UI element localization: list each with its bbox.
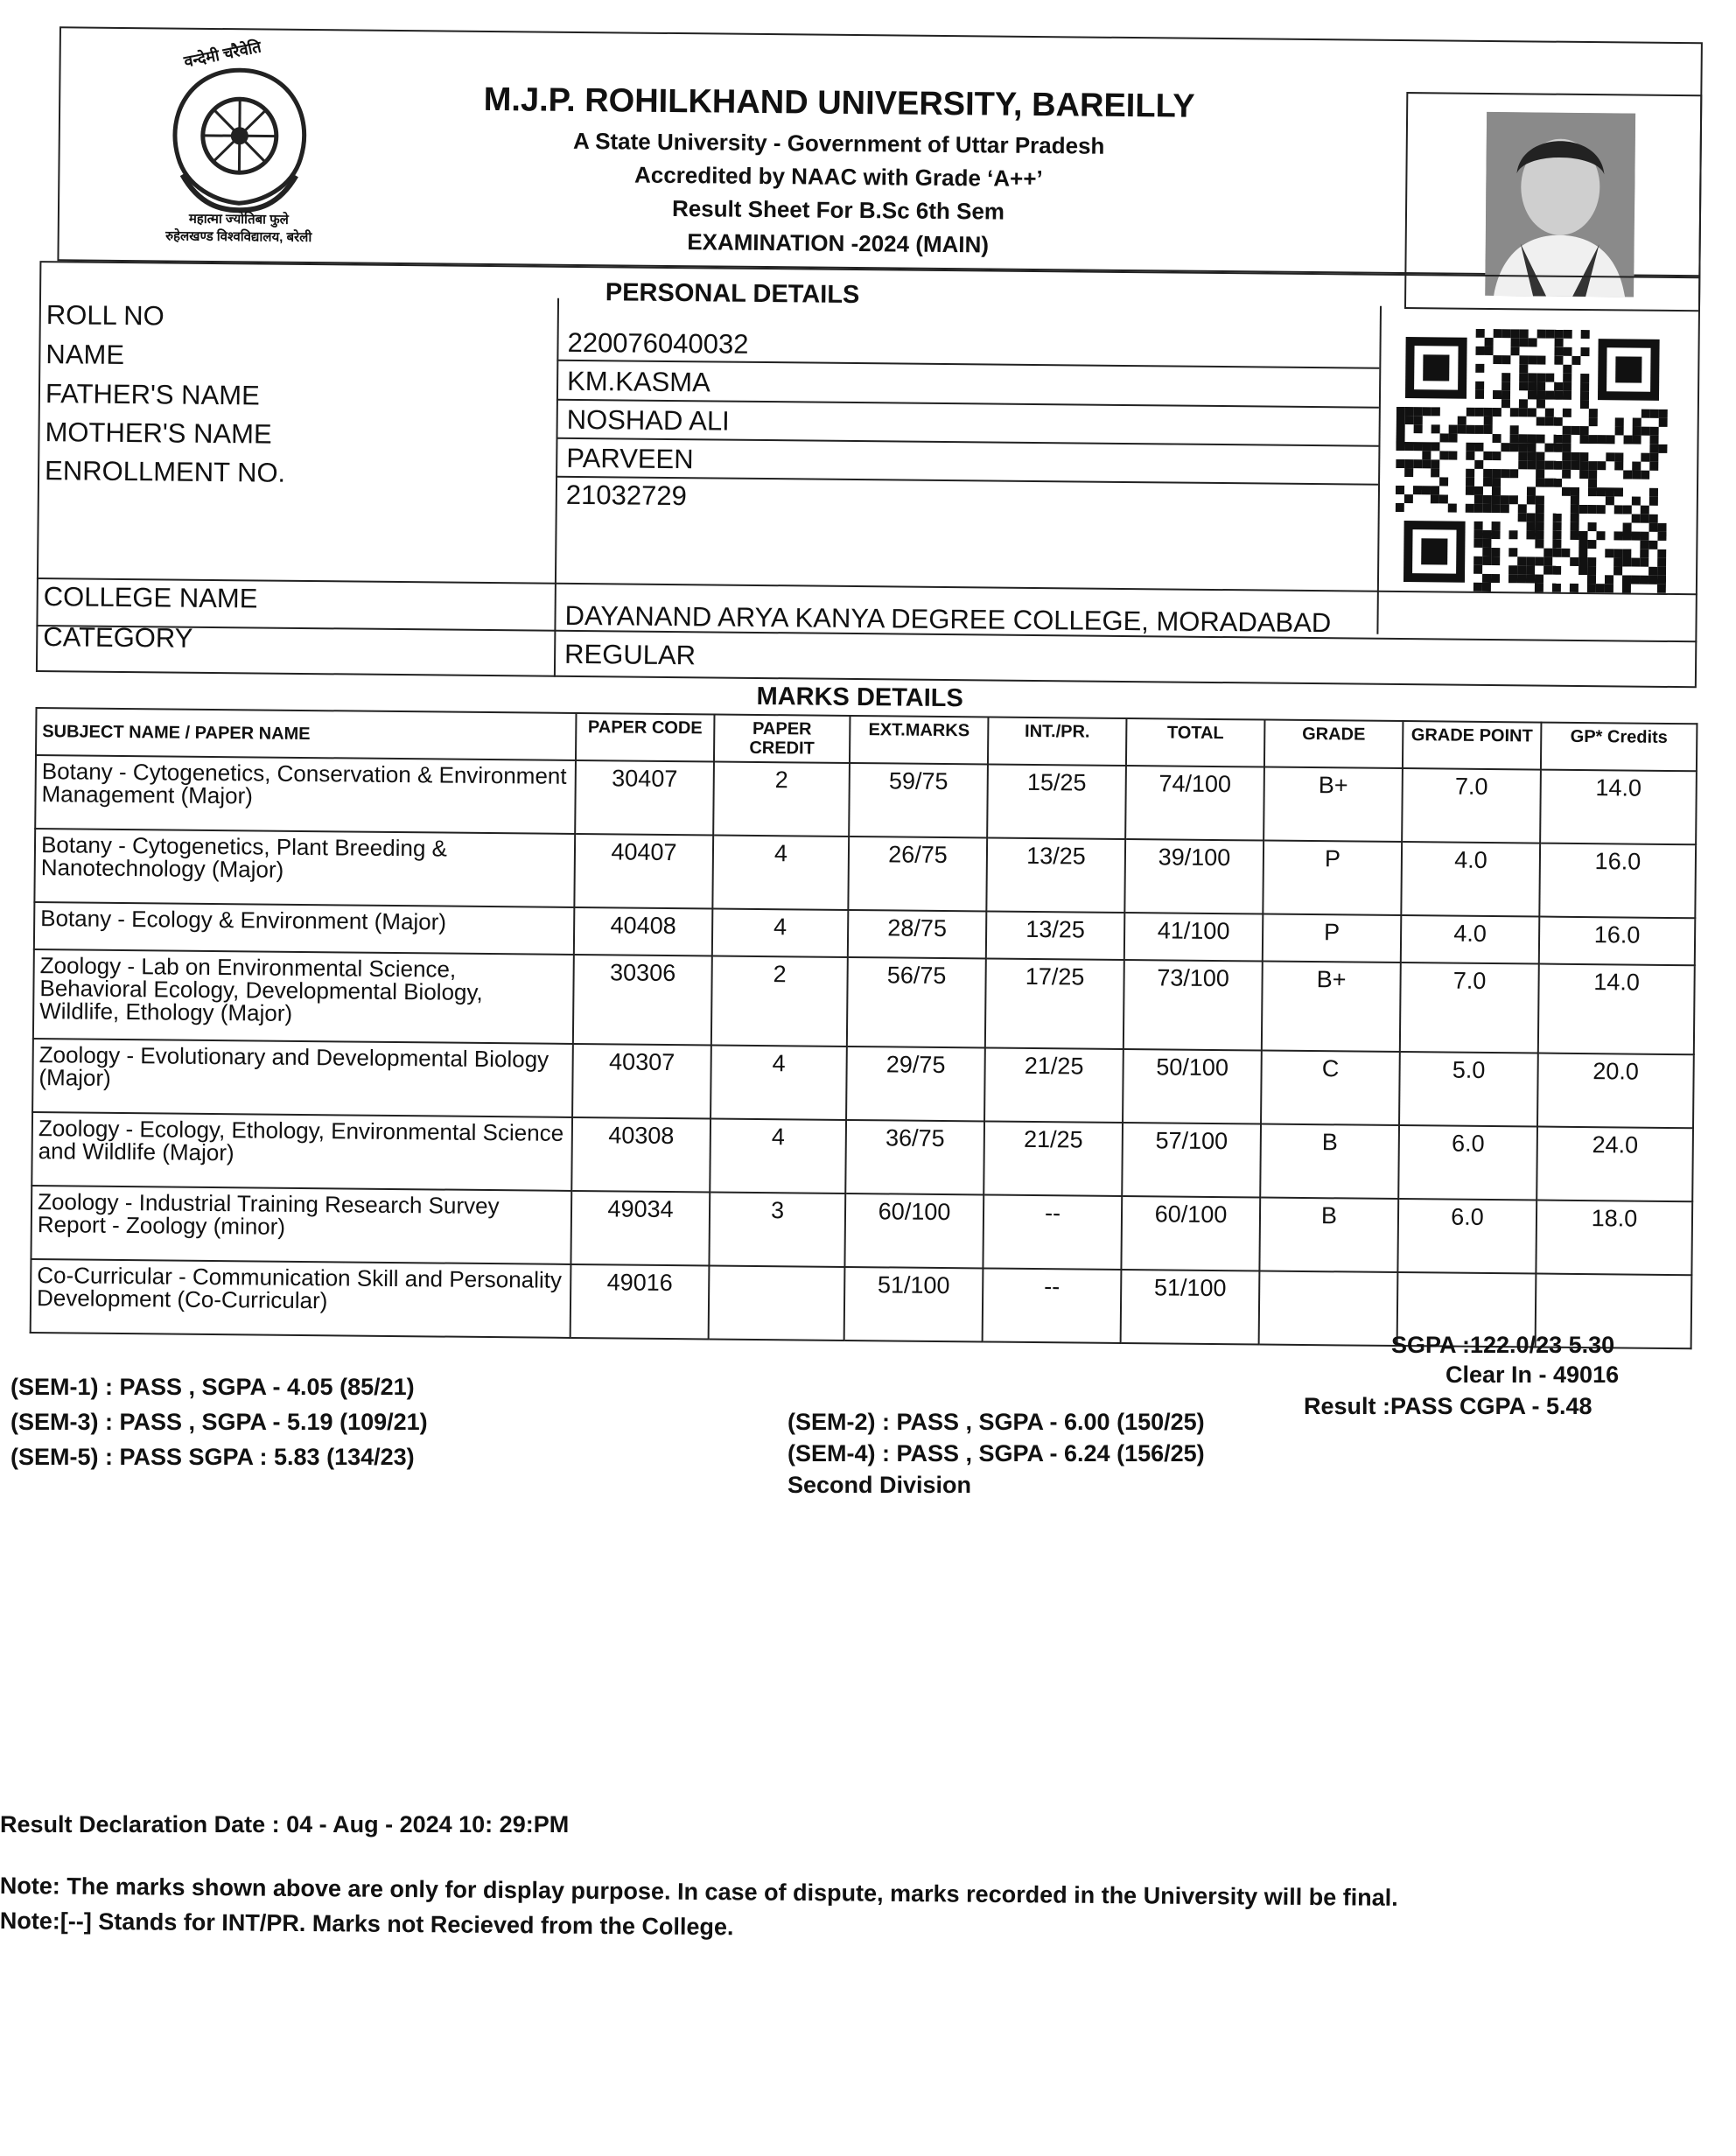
paper-credit-cell: 4 [710, 1118, 846, 1193]
ext-marks-cell: 26/75 [848, 836, 987, 912]
paper-credit-cell: 4 [712, 908, 849, 956]
total-cell: 51/100 [1121, 1270, 1260, 1345]
subject-cell: Co-Curricular - Communication Skill and Personality Development (Co-Curricular) [31, 1259, 571, 1338]
total-cell: 60/100 [1121, 1196, 1260, 1271]
col-total: TOTAL [1126, 718, 1265, 767]
col-ext-marks: EXT.MARKS [850, 716, 989, 765]
university-logo [130, 38, 350, 246]
qr-code-icon [1395, 328, 1669, 593]
grade-point-cell: 4.0 [1401, 915, 1540, 964]
subject-cell: Zoology - Lab on Environmental Science, Behavioral Ecology, Developmental Biology, Wildlife, Ethology (Major) [33, 949, 574, 1044]
category-label: CATEGORY [43, 621, 193, 654]
int-pr-cell: 13/25 [986, 911, 1125, 960]
paper-code-cell: 49034 [570, 1191, 710, 1266]
marks-details-title: MARKS DETAILS [756, 682, 963, 713]
logo-text-2: रुहेलखण्ड विश्वविद्यालय, बरेली [165, 228, 312, 246]
college-name-value: DAYANAND ARYA KANYA DEGREE COLLEGE, MORADABAD [564, 599, 1332, 639]
subject-cell: Botany - Cytogenetics, Conservation & Environment Management (Major) [35, 755, 576, 834]
grade-point-cell: 4.0 [1401, 842, 1540, 917]
int-pr-cell: 15/25 [987, 764, 1126, 839]
marks-body [31, 755, 1697, 1348]
total-cell: 74/100 [1125, 766, 1264, 841]
logo-text-1: महात्मा ज्योतिबा फुले [188, 211, 289, 228]
grade-cell: B+ [1262, 962, 1401, 1053]
final-result: Result :PASS CGPA - 5.48 [1304, 1393, 1592, 1419]
paper-credit-cell [709, 1265, 845, 1340]
total-cell: 57/100 [1122, 1123, 1261, 1198]
exam-title: EXAMINATION -2024 (MAIN) [687, 228, 990, 258]
grade-cell: C [1261, 1051, 1400, 1126]
grade-point-cell: 6.0 [1397, 1199, 1536, 1274]
ext-marks-cell: 59/75 [849, 763, 988, 838]
total-cell: 50/100 [1123, 1049, 1262, 1124]
subject-cell: Botany - Cytogenetics, Plant Breeding & Nanotechnology (Major) [34, 829, 575, 907]
int-pr-note: Note:[--] Stands for INT/PR. Marks not Recieved from the College. [0, 1908, 734, 1941]
col-subject: SUBJECT NAME / PAPER NAME [36, 708, 576, 760]
paper-credit-cell: 4 [712, 835, 849, 909]
name-label: NAME [46, 339, 125, 370]
subject-cell: Zoology - Ecology, Ethology, Environmental Science and Wildlife (Major) [32, 1112, 572, 1191]
grade-cell: B+ [1264, 767, 1403, 843]
student-portrait-icon [1485, 112, 1635, 298]
paper-credit-cell: 4 [710, 1045, 847, 1119]
paper-credit-cell: 3 [709, 1192, 845, 1266]
col-grade: GRADE [1264, 720, 1404, 769]
clear-in: Clear In - 49016 [1446, 1362, 1620, 1388]
table-row [33, 949, 1695, 1054]
int-pr-cell: -- [983, 1194, 1122, 1270]
sem2-result: (SEM-2) : PASS , SGPA - 6.00 (150/25) [788, 1409, 1205, 1435]
sgpa-summary: SGPA :122.0/23 5.30 [1391, 1332, 1615, 1358]
grade-cell: B [1259, 1198, 1398, 1273]
gp-credits-cell: 16.0 [1539, 917, 1696, 966]
display-note: Note: The marks shown above are only for display purpose. In case of dispute, marks recorded in the University will be final. [0, 1872, 1398, 1911]
sem5-result: (SEM-5) : PASS SGPA : 5.83 (134/23) [10, 1444, 415, 1470]
enrollment-no-value: 21032729 [565, 479, 687, 512]
ext-marks-cell: 60/100 [844, 1194, 984, 1269]
roll-no-value: 220076040032 [567, 326, 749, 360]
int-pr-cell: 21/25 [984, 1121, 1123, 1196]
col-int-pr: INT./PR. [988, 717, 1127, 766]
grade-point-cell: 5.0 [1399, 1052, 1538, 1127]
paper-code-cell: 40307 [572, 1044, 711, 1119]
division: Second Division [788, 1472, 972, 1498]
grade-cell: P [1263, 841, 1402, 916]
subject-cell: Zoology - Industrial Training Research Survey Report - Zoology (minor) [31, 1186, 571, 1264]
gp-credits-cell: 14.0 [1538, 964, 1695, 1055]
gp-credits-cell: 20.0 [1537, 1054, 1694, 1129]
col-paper-credit: PAPER CREDIT [714, 714, 850, 762]
col-grade-point: GRADE POINT [1403, 721, 1542, 770]
paper-code-cell: 49016 [570, 1264, 710, 1340]
result-declaration-date: Result Declaration Date : 04 - Aug - 2024 10: 29:PM [0, 1811, 570, 1838]
ext-marks-cell: 29/75 [846, 1046, 985, 1122]
mother-name-value: PARVEEN [566, 442, 694, 475]
ext-marks-cell: 51/100 [844, 1267, 984, 1342]
marks-table [30, 707, 1698, 1349]
paper-code-cell: 40308 [571, 1117, 710, 1193]
name-value: KM.KASMA [566, 365, 710, 398]
sheet-title: Result Sheet For B.Sc 6th Sem [671, 194, 1005, 225]
father-name-value: NOSHAD ALI [566, 403, 730, 437]
paper-credit-cell: 2 [711, 956, 848, 1046]
gp-credits-cell: 14.0 [1540, 770, 1697, 845]
col-gp-credits: GP* Credits [1541, 723, 1698, 772]
result-sheet [23, 26, 1703, 1320]
logo-motto: वन्देमी चरैवेति [182, 38, 263, 71]
enrollment-no-label: ENROLLMENT NO. [44, 455, 286, 488]
grade-cell: B [1260, 1124, 1399, 1200]
paper-code-cell: 40408 [574, 907, 713, 956]
university-subtitle: A State University - Government of Uttar Pradesh [572, 127, 1105, 159]
total-cell: 39/100 [1124, 839, 1264, 914]
grade-point-cell: 6.0 [1398, 1125, 1537, 1200]
grade-point-cell: 7.0 [1400, 962, 1539, 1054]
accreditation-text: Accredited by NAAC with Grade ‘A++’ [634, 161, 1043, 192]
category-value: REGULAR [564, 638, 696, 671]
ext-marks-cell: 28/75 [848, 910, 987, 959]
university-title: M.J.P. ROHILKHAND UNIVERSITY, BAREILLY [483, 80, 1195, 125]
personal-details-title: PERSONAL DETAILS [605, 278, 860, 310]
int-pr-cell: 21/25 [984, 1047, 1124, 1123]
father-name-label: FATHER'S NAME [45, 378, 260, 411]
grade-point-cell: 7.0 [1402, 768, 1541, 844]
int-pr-cell: -- [983, 1268, 1122, 1343]
ext-marks-cell: 56/75 [847, 957, 986, 1048]
int-pr-cell: 17/25 [985, 958, 1124, 1049]
mother-name-label: MOTHER'S NAME [45, 416, 272, 450]
sem3-result: (SEM-3) : PASS , SGPA - 5.19 (109/21) [10, 1409, 428, 1435]
col-paper-code: PAPER CODE [576, 713, 715, 762]
grade-cell: P [1263, 914, 1402, 963]
int-pr-cell: 13/25 [986, 837, 1125, 913]
gp-credits-cell: 24.0 [1536, 1127, 1693, 1202]
paper-credit-cell: 2 [713, 761, 850, 836]
college-name-label: COLLEGE NAME [43, 581, 258, 614]
sem4-result: (SEM-4) : PASS , SGPA - 6.24 (156/25) [788, 1440, 1205, 1466]
student-photo [1485, 112, 1635, 298]
ext-marks-cell: 36/75 [845, 1120, 984, 1195]
roll-no-label: ROLL NO [46, 299, 164, 332]
paper-code-cell: 30306 [573, 955, 712, 1046]
paper-code-cell: 40407 [574, 834, 713, 909]
qr-code [1395, 328, 1669, 593]
grade-cell [1259, 1270, 1398, 1346]
subject-cell: Botany - Ecology & Environment (Major) [34, 902, 574, 955]
subject-cell: Zoology - Evolutionary and Developmental Biology (Major) [32, 1039, 573, 1117]
gp-credits-cell: 18.0 [1536, 1200, 1692, 1276]
total-cell: 73/100 [1124, 960, 1263, 1051]
paper-code-cell: 30407 [575, 760, 714, 836]
gp-credits-cell: 16.0 [1539, 844, 1696, 919]
total-cell: 41/100 [1124, 913, 1264, 962]
sem1-result: (SEM-1) : PASS , SGPA - 4.05 (85/21) [10, 1374, 415, 1400]
